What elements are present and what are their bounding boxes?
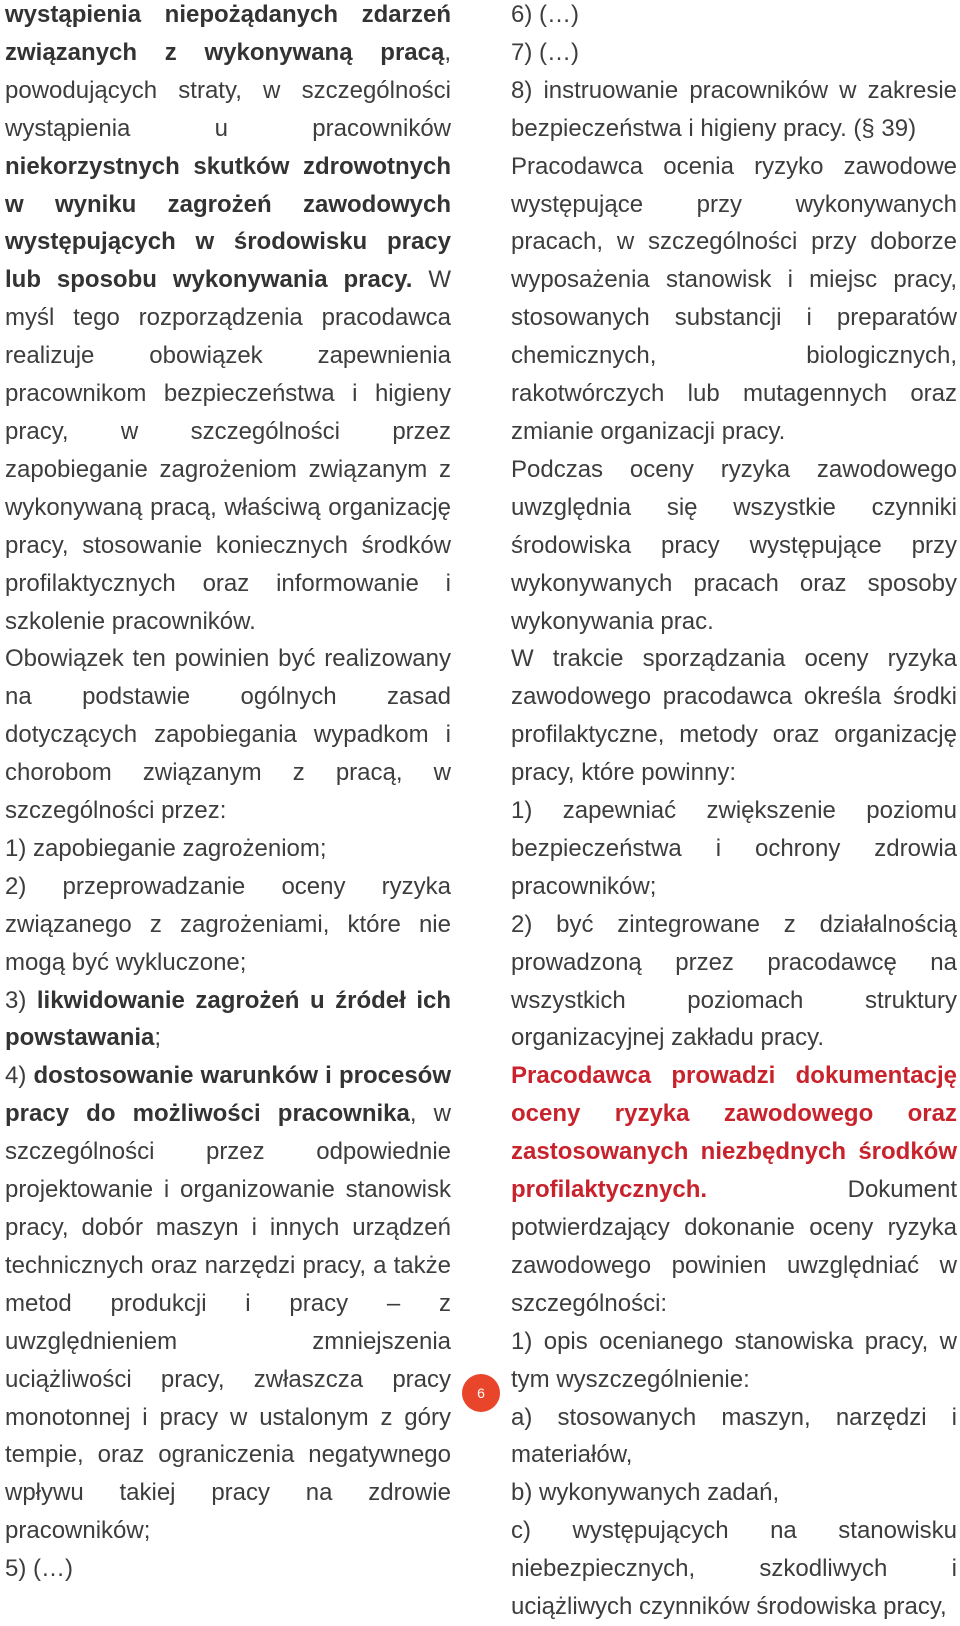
documentation-highlight: Pracodawca prowadzi dokumentację oceny ryzyka zawodowego oraz zastosowanych niezbędnych środków profilaktycznych. xyxy=(511,1062,957,1204)
list-item-3-number: 3) xyxy=(5,986,37,1014)
measures-item-2: 2) być zintegrowane z działalnością prowadzoną przez pracodawcę na wszystkich poziomach struktury organizacyjnej zakładu pracy. xyxy=(511,910,957,1052)
list-item-5: 5) (…) xyxy=(5,1555,73,1583)
list-item-3-end: ; xyxy=(154,1024,162,1052)
risk-assessment-paragraph: Pracodawca ocenia ryzyko zawodowe występujące przy wykonywanych pracach, w szczególności przy doborze wyposażenia stanowisk i miejsc pracy, stosowanych substancji i preparatów chemicznych, biologicznych, rakotwórczych lub mutagennych oraz zmianie organizacji pracy. xyxy=(511,152,957,445)
right-column xyxy=(511,0,957,1626)
document-item-c: c) występujących na stanowisku niebezpiecznych, szkodliwych i uciążliwych czynników środowiska pracy, xyxy=(511,1517,957,1621)
obligation-paragraph: Obowiązek ten powinien być realizowany na podstawie ogólnych zasad dotyczących zapobiegania wypadkom i chorobom związanym z pracą, w szczególności przez: xyxy=(5,645,451,825)
measures-item-1: 1) zapewniać zwiększenie poziomu bezpieczeństwa i ochrony zdrowia pracowników; xyxy=(511,797,957,900)
list-item-4-bold: dostosowanie warunków i procesów pracy do możliwości pracownika xyxy=(5,1062,451,1128)
intro-bold-3: niekorzystnych skutków zdrowotnych w wyniku zagrożeń zawodowych występujących w środowisku pracy lub sposobu wykonywania pracy. xyxy=(5,152,451,294)
list-item-1: 1) zapobieganie zagrożeniom; xyxy=(5,834,327,862)
intro-bold-1: wystąpienia niepożądanych zdarzeń związanych z wykonywaną pracą xyxy=(5,1,451,66)
list-item-8: 8) instruowanie pracowników w zakresie bezpieczeństwa i higieny pracy. (§ 39) xyxy=(511,76,957,142)
list-item-3 xyxy=(5,982,451,1058)
documentation-text: Dokument potwierdzający dokonanie oceny ryzyka zawodowego powinien uwzględniać w szczególności: xyxy=(511,1176,957,1317)
list-item-4 xyxy=(5,1057,451,1550)
list-item-4-number: 4) xyxy=(5,1062,34,1090)
documentation-paragraph xyxy=(511,1057,957,1322)
document-item-1: 1) opis ocenianego stanowiska pracy, w tym wyszczególnienie: xyxy=(511,1327,957,1393)
list-item-2: 2) przeprowadzanie oceny ryzyka związanego z zagrożeniami, które nie mogą być wykluczone; xyxy=(5,872,451,976)
assessment-factors-paragraph: Podczas oceny ryzyka zawodowego uwzględnia się wszystkie czynniki środowiska pracy występujące przy wykonywanych pracach oraz sposoby wykonywania prac. xyxy=(511,455,957,635)
list-item-6: 6) (…) xyxy=(511,1,579,28)
left-column xyxy=(5,0,451,1588)
intro-paragraph xyxy=(5,0,451,640)
document-item-b: b) wykonywanych zadań, xyxy=(511,1479,780,1507)
list-item-3-bold: likwidowanie zagrożeń u źródeł ich powstawania xyxy=(5,986,451,1052)
page-number-badge: 6 xyxy=(462,1374,500,1412)
document-item-a: a) stosowanych maszyn, narzędzi i materiałów, xyxy=(511,1403,957,1469)
preventive-measures-paragraph: W trakcie sporządzania oceny ryzyka zawodowego pracodawca określa środki profilaktyczne, metody oraz organizację pracy, które powinny: xyxy=(511,645,957,787)
intro-text-4: W myśl tego rozporządzenia pracodawca realizuje obowiązek zapewnienia pracownikom bezpieczeństwa i higieny pracy, w szczególności przez zapobieganie zagrożeniom związanym z wykonywaną pracą, właściwą organizację pracy, stosowanie koniecznych środków profilaktycznych oraz informowanie i szkolenie pracowników. xyxy=(5,266,451,635)
intro-text-2: , powodujących straty, w szczególności wystąpienia u pracowników xyxy=(5,38,451,142)
list-item-4-rest: , w szczególności przez odpowiednie projektowanie i organizowanie stanowisk pracy, dobór maszyn i innych urządzeń technicznych oraz narzędzi pracy, a także metod produkcji i pracy – z uwzględnieniem zmniejszenia uciążliwości pracy, zwłaszcza pracy monotonnej i pracy w ustalonym z góry tempie, oraz ograniczenia negatywnego wpływu takiej pracy na zdrowie pracowników; xyxy=(5,1100,451,1545)
list-item-7: 7) (…) xyxy=(511,38,579,66)
